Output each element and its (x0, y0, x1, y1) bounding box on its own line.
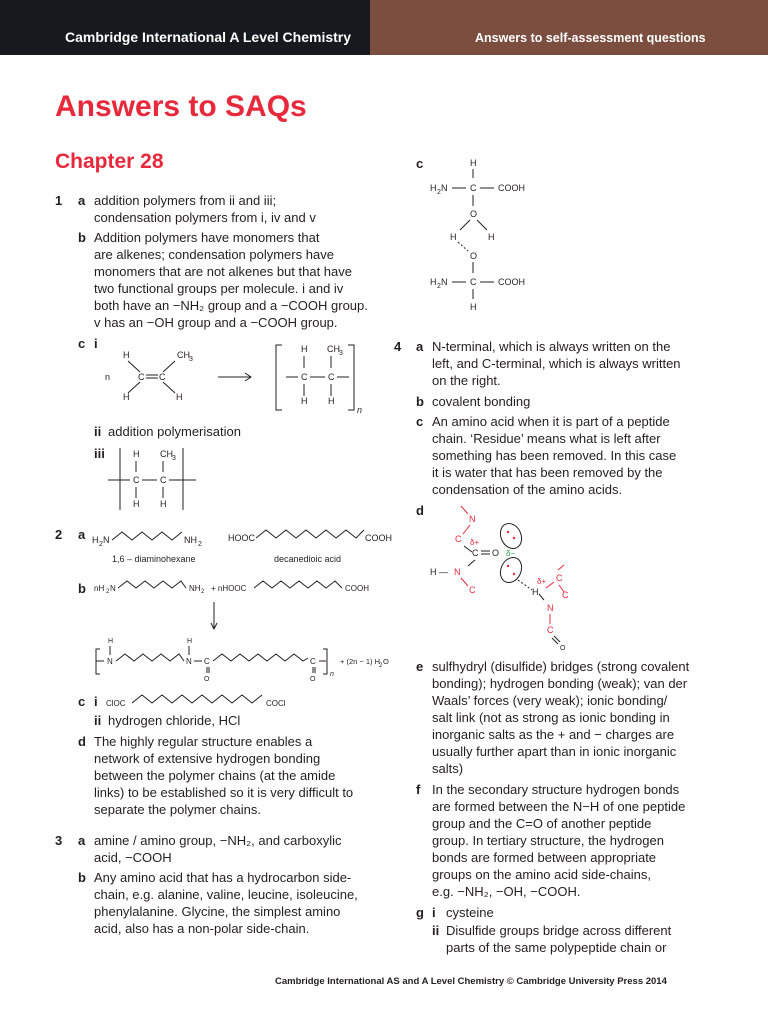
q2b-h1: H (108, 638, 114, 645)
q2b-c2: C (310, 657, 316, 666)
page-header (0, 0, 768, 55)
q1a-line-2: condensation polymers from i, iv and v (94, 210, 316, 225)
q2b-nh2n-sub: 2 (106, 589, 110, 595)
q1b-line-4: two functional groups per molecule. i and iv (94, 281, 344, 296)
q2d-letter: d (78, 734, 86, 749)
q2b-cooh: COOH (345, 584, 369, 593)
q3c-h-bottom: H (470, 302, 477, 312)
polymer-c1: C (301, 372, 308, 382)
polymer-h1: H (301, 344, 308, 354)
q3c-cooh-2: COOH (498, 277, 525, 287)
ciii-ch3: CH (160, 449, 173, 459)
monomer-ch3-sub: 3 (189, 356, 193, 363)
q2b-n-sub: n (330, 671, 334, 678)
q4f-line-6: groups on the amino acid side-chains, (432, 867, 651, 882)
q2a-monomers-diagram (92, 528, 392, 568)
q4d-c2: C (469, 585, 476, 595)
question-1-number: 1 (55, 193, 63, 208)
q3a-line-1: amine / amino group, −NH₂, and carboxylic (94, 833, 342, 848)
q2a-h2n-h: H (92, 535, 99, 545)
q4d-peptide-hydrogen-bond-diagram (428, 502, 598, 652)
q2b-nh2n-n: N (110, 584, 116, 593)
q1b-line-5: both have an −NH₂ group and a −COOH group. (94, 298, 368, 313)
q1c-letter: c (78, 336, 86, 351)
q4a-line-3: on the right. (432, 373, 501, 388)
q4b-text: covalent bonding (432, 394, 531, 409)
header-book-title: Cambridge International A Level Chemistry (0, 0, 370, 55)
q4e-line-3: Waals’ forces (very weak); ionic bonding/ (432, 693, 668, 708)
q4f-line-1: In the secondary structure hydrogen bonds (432, 782, 680, 797)
q2b-n1: N (107, 657, 113, 666)
q2ci-diacyl-chloride-diagram (106, 690, 306, 714)
q3b-line-1: Any amino acid that has a hydrocarbon side- (94, 870, 352, 885)
q2d-line-2: network of extensive hydrogen bonding (94, 751, 321, 766)
q2b-water-sub: 2 (379, 663, 383, 669)
q3b-line-4: acid, also has a non-polar side-chain. (94, 921, 310, 936)
q2ci-cloc: ClOC (106, 699, 126, 708)
q2b-nh2: NH (189, 584, 201, 593)
q3c-c1: C (470, 183, 477, 193)
q4c-line-2: chain. ‘Residue’ means what is left after (432, 431, 661, 446)
q1ci-roman: i (94, 336, 98, 351)
monomer-n-label: n (105, 372, 111, 382)
q3b-letter: b (78, 870, 86, 885)
q4d-c1: C (455, 534, 462, 544)
monomer-h-bottom-left: H (123, 392, 130, 402)
q3c-o1: O (470, 209, 478, 219)
q2cii-text: hydrogen chloride, HCl (108, 713, 241, 728)
q3c-h-right: H (488, 232, 495, 242)
q1b-letter: b (78, 230, 86, 245)
q2d-line-4: links) to be established so it is very difficult to (94, 785, 354, 800)
q1cii-text: addition polymerisation (108, 424, 241, 439)
q3c-c2: C (470, 277, 477, 287)
q4a-line-1: N-terminal, which is always written on the (432, 339, 671, 354)
monomer-ch3-label: CH (177, 350, 190, 360)
q4c-letter: c (416, 414, 424, 429)
q4f-line-4: group. In tertiary structure, the hydrogen (432, 833, 664, 848)
q2b-plus-hooc: + nHOOC (211, 584, 247, 593)
q3b-line-3: phenylalanine. Glycine, the simplest amino (94, 904, 341, 919)
q2b-h2: H (187, 638, 193, 645)
q4d-delta-minus: δ− (506, 549, 516, 558)
q2ci-roman: i (94, 694, 98, 709)
q2a-letter: a (78, 527, 86, 542)
q2cii-roman: ii (94, 713, 102, 728)
q2a-h2n-n: N (103, 535, 110, 545)
q4f-line-7: e.g. −NH₂, −OH, −COOH. (432, 884, 581, 899)
monomer-c1: C (138, 372, 145, 382)
chapter-heading: Chapter 28 (55, 150, 164, 173)
ciii-c2: C (160, 475, 167, 485)
question-4-number: 4 (394, 339, 402, 354)
q4e-line-1: sulfhydryl (disulfide) bridges (strong covalent (432, 659, 690, 674)
q4d-n1: N (469, 514, 476, 524)
ciii-ch3-sub: 3 (172, 455, 176, 462)
q4d-h-bonding: H (532, 587, 539, 597)
q3c-h2n-2-h: H (430, 277, 437, 287)
q2c-letter: c (78, 694, 86, 709)
q4e-line-4: salt link (not as strong as ionic bonding in (432, 710, 670, 725)
q4d-letter: d (416, 503, 424, 518)
q4f-letter: f (416, 782, 421, 797)
reaction-arrow (218, 373, 251, 381)
q4a-line-2: left, and C-terminal, which is always written (432, 356, 681, 371)
polymer-c2: C (328, 372, 335, 382)
q1ciii-polymer-diagram (108, 448, 208, 518)
q1b-line-3: monomers that are not alkenes but that have (94, 264, 352, 279)
q3c-h2n-1-n: N (441, 183, 448, 193)
q3c-hydrogen-bond-diagram (430, 155, 550, 315)
ciii-h3: H (160, 499, 167, 509)
q2b-n2: N (186, 657, 192, 666)
q2b-water-byproduct: + (2n − 1) H (340, 657, 381, 666)
page-title: Answers to SAQs (55, 90, 307, 123)
q2b-water-o: O (383, 657, 389, 666)
q2a-cooh: COOH (365, 533, 392, 543)
q4d-n3: N (547, 603, 554, 613)
polymer-h3: H (328, 396, 335, 406)
q3b-line-2: chain, e.g. alanine, valine, leucine, isoleucine, (94, 887, 358, 902)
decanedioic-acid-label: decanedioic acid (274, 554, 342, 564)
q4gii-line-1: Disulfide groups bridge across different (446, 923, 672, 938)
q2b-o1: O (204, 676, 210, 683)
q3c-h2n-1-h: H (430, 183, 437, 193)
q2b-nh2n: nH (94, 584, 105, 593)
q2ci-cocl: COCl (266, 699, 286, 708)
q4gi-text: cysteine (446, 905, 494, 920)
q4gi-roman: i (432, 905, 436, 920)
q4c-line-4: it is water that has been removed by the (432, 465, 663, 480)
q4e-line-7: salts) (432, 761, 464, 776)
q4e-line-2: bonding); hydrogen bonding (weak); van der (432, 676, 688, 691)
q3c-h-top: H (470, 158, 477, 168)
q4e-line-5: inorganic salts as the + and − charges are (432, 727, 675, 742)
polymer-n-label: n (357, 405, 363, 415)
q4d-n2: N (454, 567, 461, 577)
ciii-c1: C (133, 475, 140, 485)
q4a-letter: a (416, 339, 424, 354)
ciii-h2: H (133, 499, 140, 509)
q4d-c5: C (547, 625, 554, 635)
q4f-line-3: group and the C=O of another peptide (432, 816, 652, 831)
header-section-title: Answers to self-assessment questions (370, 0, 768, 55)
q4d-c3: C (556, 573, 563, 583)
q1b-line-2: are alkenes; condensation polymers have (94, 247, 334, 262)
q2b-condensation-diagram (94, 578, 414, 688)
monomer-c2: C (159, 372, 166, 382)
diaminohexane-label: 1,6 – diaminohexane (112, 554, 196, 564)
ciii-h1: H (133, 449, 140, 459)
q4b-letter: b (416, 394, 424, 409)
q4e-letter: e (416, 659, 424, 674)
q3c-letter: c (416, 156, 424, 171)
polymer-ch3: CH (327, 344, 340, 354)
q1ciii-roman: iii (94, 446, 105, 461)
q4f-line-5: bonds are formed between appropriate (432, 850, 657, 865)
polymer-ch3-sub: 3 (339, 350, 343, 357)
q4d-delta-plus-1: δ+ (470, 538, 480, 547)
q4f-line-2: are formed between the N−H of one peptide (432, 799, 686, 814)
q1b-line-6: v has an −OH group and a −COOH group. (94, 315, 338, 330)
page-footer: Cambridge International AS and A Level Chemistry © Cambridge University Press 2014 (275, 976, 667, 987)
q4c-line-3: something has been removed. In this case (432, 448, 677, 463)
q3c-h2n-1-sub: 2 (437, 189, 441, 196)
q4c-line-5: condensation of the amino acids. (432, 482, 623, 497)
q3c-h-left: H (450, 232, 457, 242)
q4d-o-carbonyl: O (492, 548, 500, 558)
q2a-nh2-sub: 2 (198, 541, 202, 548)
q4d-c4: C (562, 590, 569, 600)
q2b-c1: C (204, 657, 210, 666)
q1a-letter: a (78, 193, 86, 208)
q3c-o2: O (470, 251, 478, 261)
lone-pair-orbital-bottom (496, 554, 525, 586)
q1b-line-1: Addition polymers have monomers that (94, 230, 320, 245)
question-3-number: 3 (55, 833, 63, 848)
q4d-delta-plus-2: δ+ (537, 577, 547, 586)
q4c-line-1: An amino acid when it is part of a peptide (432, 414, 670, 429)
q3a-letter: a (78, 833, 86, 848)
q2d-line-5: separate the polymer chains. (94, 802, 261, 817)
q2a-h2n-sub: 2 (99, 541, 103, 548)
monomer-structure (105, 350, 193, 402)
q4gii-line-2: parts of the same polypeptide chain or (446, 940, 667, 955)
q2a-nh2: NH (184, 535, 197, 545)
q3c-cooh-1: COOH (498, 183, 525, 193)
q4d-c-carbonyl: C (472, 548, 479, 558)
q3c-h2n-2-sub: 2 (437, 283, 441, 290)
q2b-letter: b (78, 581, 86, 596)
lone-pair-orbital-top (496, 520, 525, 552)
q2b-o2: O (310, 676, 316, 683)
q2a-hooc: HOOC (228, 533, 255, 543)
q1ci-polymerisation-diagram (100, 340, 380, 420)
polymer-h2: H (301, 396, 308, 406)
q2d-line-3: between the polymer chains (at the amide (94, 768, 336, 783)
q3c-h2n-2-n: N (441, 277, 448, 287)
q1cii-roman: ii (94, 424, 102, 439)
monomer-h-top-left: H (123, 350, 130, 360)
monomer-h-bottom-right: H (176, 392, 183, 402)
q4d-h-n: H — (430, 567, 448, 577)
question-2-number: 2 (55, 527, 63, 542)
q4gii-roman: ii (432, 923, 440, 938)
q3a-line-2: acid, −COOH (94, 850, 172, 865)
q4d-o2: O (560, 645, 566, 652)
q1a-line-1: addition polymers from ii and iii; (94, 193, 277, 208)
q2d-line-1: The highly regular structure enables a (94, 734, 313, 749)
polymer-structure (276, 344, 362, 415)
q2b-nh2-sub: 2 (201, 589, 205, 595)
q4e-line-6: usually further apart than in ionic inorganic (432, 744, 677, 759)
q4g-letter: g (416, 905, 424, 920)
